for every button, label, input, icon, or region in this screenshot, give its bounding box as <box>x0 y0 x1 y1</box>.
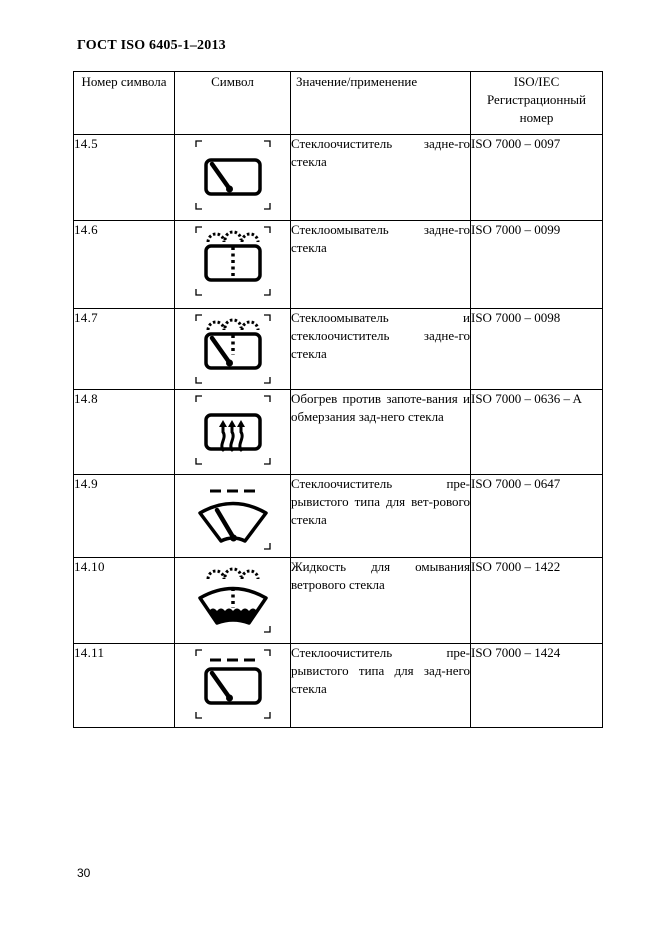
symbol-number: 14.10 <box>74 558 175 644</box>
symbol-number: 14.8 <box>74 390 175 475</box>
symbol-cell <box>175 221 291 309</box>
symbol-meaning: Стеклоочиститель пре-рывистого типа для зад-него стекла <box>291 644 471 728</box>
symbol-number: 14.6 <box>74 221 175 309</box>
windshield-washer-fluid-icon <box>192 560 274 636</box>
symbol-number: 14.9 <box>74 475 175 558</box>
table-row <box>74 221 603 309</box>
table-row <box>74 135 603 221</box>
header-number: Номер символа <box>74 72 175 135</box>
symbol-meaning: Стеклоомыватель и стеклоочиститель задне-го стекла <box>291 309 471 390</box>
rear-window-washer-wiper-icon <box>192 311 274 387</box>
symbol-number: 14.5 <box>74 135 175 221</box>
table-row <box>74 644 603 728</box>
symbol-meaning: Стеклоомыватель задне-го стекла <box>291 221 471 309</box>
symbol-meaning: Стеклоочиститель пре-рывистого типа для вет-рового стекла <box>291 475 471 558</box>
symbol-cell <box>175 309 291 390</box>
registration-number: ISO 7000 – 0097 <box>471 135 603 221</box>
symbol-number: 14.11 <box>74 644 175 728</box>
symbol-meaning: Стеклоочиститель задне-го стекла <box>291 135 471 221</box>
symbol-number: 14.7 <box>74 309 175 390</box>
symbol-cell <box>175 558 291 644</box>
header-meaning: Значение/применение <box>291 72 471 135</box>
table-row <box>74 309 603 390</box>
symbol-meaning: Обогрев против запоте-вания и обмерзания зад-него стекла <box>291 390 471 475</box>
rear-window-wiper-icon <box>192 137 274 213</box>
registration-number: ISO 7000 – 1422 <box>471 558 603 644</box>
registration-number: ISO 7000 – 1424 <box>471 644 603 728</box>
symbol-meaning: Жидкость для омывания ветрового стекла <box>291 558 471 644</box>
table-row <box>74 390 603 475</box>
table-row <box>74 475 603 558</box>
registration-number: ISO 7000 – 0099 <box>471 221 603 309</box>
rear-window-washer-icon <box>192 223 274 299</box>
registration-number: ISO 7000 – 0636 – A <box>471 390 603 475</box>
table-header-row <box>74 72 603 135</box>
page-number: 30 <box>77 866 91 880</box>
symbol-cell <box>175 390 291 475</box>
document-code-header: ГОСТ ISO 6405-1–2013 <box>77 38 226 53</box>
windshield-intermittent-wiper-icon <box>192 477 274 553</box>
symbol-cell <box>175 475 291 558</box>
registration-number: ISO 7000 – 0647 <box>471 475 603 558</box>
rear-window-defroster-icon <box>192 392 274 468</box>
symbols-table <box>73 71 603 728</box>
header-symbol: Символ <box>175 72 291 135</box>
rear-window-intermittent-wiper-icon <box>192 646 274 722</box>
header-registration: ISO/IEC Регистрационный номер <box>471 72 603 135</box>
symbol-cell <box>175 644 291 728</box>
table-row <box>74 558 603 644</box>
registration-number: ISO 7000 – 0098 <box>471 309 603 390</box>
symbol-cell <box>175 135 291 221</box>
